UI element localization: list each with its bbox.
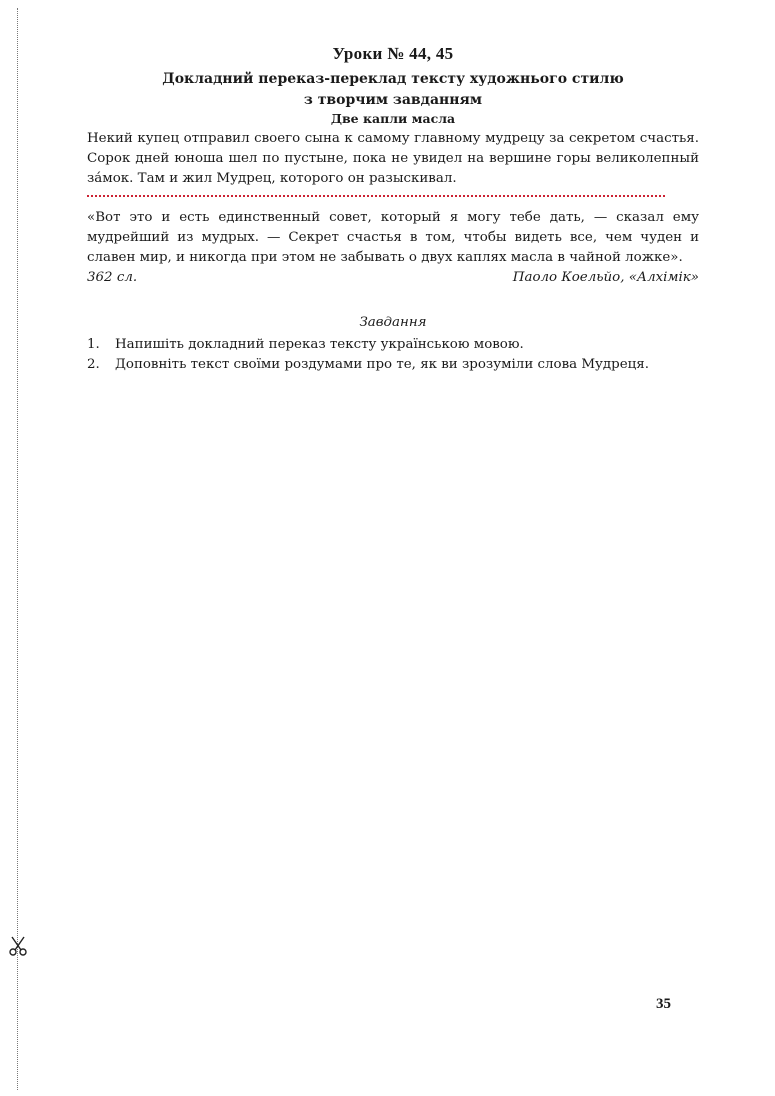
task-item bbox=[87, 355, 699, 375]
page-content bbox=[87, 44, 699, 375]
paragraph-closing: «Вот это и есть единственный совет, который я могу тебе дать, — сказал ему мудрейший из мудрых. — Секрет счастья в том, чтобы видеть все, чем чуден и славен мир, и никогда при этом не забывать о двух каплях масла в чайной ложке». bbox=[87, 210, 699, 265]
page-number: 35 bbox=[656, 996, 671, 1012]
task-text: Напишіть докладний переказ тексту українською мовою. bbox=[115, 337, 524, 352]
word-count: 362 сл. bbox=[87, 270, 138, 285]
lesson-title: Уроки № 44, 45 bbox=[332, 44, 454, 63]
lesson-subtitle-line2: з творчим завданням bbox=[303, 92, 483, 108]
tasks-title: Завдання bbox=[359, 315, 427, 330]
paragraph-opening bbox=[87, 129, 699, 189]
source-attribution: Паоло Коельйо, «Алхімік» bbox=[512, 270, 699, 285]
task-list bbox=[87, 335, 699, 375]
omitted-text-separator bbox=[87, 195, 665, 203]
scissors-icon bbox=[6, 934, 30, 958]
task-text: Доповніть текст своїми роздумами про те, як ви зрозуміли слова Мудреця. bbox=[115, 357, 649, 372]
task-number: 2. bbox=[87, 357, 100, 372]
lesson-subtitle-line1: Докладний переказ-переклад тексту художнього стилю bbox=[162, 71, 624, 87]
text-title: Две капли масла bbox=[330, 111, 456, 126]
task-item bbox=[87, 335, 699, 355]
paragraph-opening-text: Некий купец отправил своего сына к самому главному мудрецу за секретом счастья. Сорок дней юноша шел по пустыне, пока не увидел на вершине горы великолепный за́мок. Там и жил Мудрец, которого он разыскивал. bbox=[87, 131, 699, 186]
cut-line bbox=[17, 8, 18, 1090]
source-row bbox=[87, 268, 699, 288]
task-number: 1. bbox=[87, 337, 100, 352]
